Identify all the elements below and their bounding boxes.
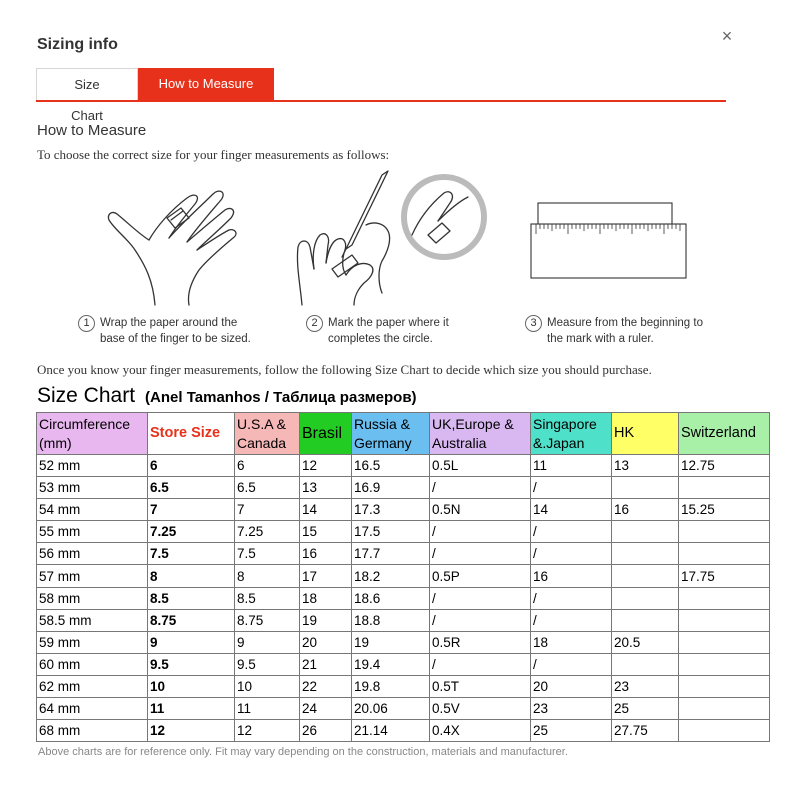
table-cell: 21.14 [352, 720, 430, 742]
table-cell: 23 [531, 698, 612, 720]
size-chart-subtitle: (Anel Tamanhos / Таблица размеров) [145, 389, 417, 406]
table-cell [612, 521, 679, 543]
table-cell: / [430, 609, 531, 631]
hand-wrap-illustration [105, 180, 255, 310]
table-cell: 9.5 [235, 653, 300, 675]
table-cell: 9.5 [148, 653, 235, 675]
table-header-row [37, 413, 770, 455]
table-cell: / [531, 543, 612, 565]
step-number: 2 [306, 315, 323, 332]
section-title: How to Measure [37, 122, 147, 139]
table-row [37, 653, 770, 675]
table-cell: 12 [235, 720, 300, 742]
table-cell: 60 mm [37, 653, 148, 675]
table-cell: 7 [148, 499, 235, 521]
table-cell: 14 [531, 499, 612, 521]
table-cell: / [430, 521, 531, 543]
table-cell: 10 [148, 675, 235, 697]
table-cell [679, 609, 770, 631]
table-cell: 25 [612, 698, 679, 720]
table-cell: 16.9 [352, 477, 430, 499]
intro-text: To choose the correct size for your finger measurements as follows: [37, 147, 390, 162]
table-cell [612, 609, 679, 631]
table-cell: 59 mm [37, 631, 148, 653]
table-row [37, 499, 770, 521]
table-cell: 7 [235, 499, 300, 521]
table-cell: / [430, 477, 531, 499]
column-header: Brasil [300, 413, 352, 455]
table-cell: 7.5 [235, 543, 300, 565]
table-cell [679, 587, 770, 609]
table-row [37, 565, 770, 587]
table-cell: 20.06 [352, 698, 430, 720]
table-cell: 68 mm [37, 720, 148, 742]
table-cell [679, 653, 770, 675]
table-cell: 18 [531, 631, 612, 653]
table-cell: 13 [612, 455, 679, 477]
table-cell: 16 [612, 499, 679, 521]
table-cell: 8 [148, 565, 235, 587]
tab-how-to-measure[interactable]: How to Measure [138, 68, 274, 101]
table-cell: 19 [352, 631, 430, 653]
table-cell: 17.7 [352, 543, 430, 565]
table-cell: 17.3 [352, 499, 430, 521]
table-cell: 22 [300, 675, 352, 697]
table-cell: 15 [300, 521, 352, 543]
table-cell: 9 [235, 631, 300, 653]
table-cell [679, 521, 770, 543]
table-cell: 13 [300, 477, 352, 499]
tab-underline [36, 100, 726, 102]
step-1 [78, 315, 251, 347]
table-cell: / [531, 521, 612, 543]
table-cell: 0.5V [430, 698, 531, 720]
table-cell: 6 [148, 455, 235, 477]
close-icon[interactable]: × [721, 26, 733, 46]
table-cell: 19 [300, 609, 352, 631]
column-header: Singapore &.Japan [531, 413, 612, 455]
table-cell [612, 653, 679, 675]
step-text: Wrap the paper around the base of the finger to be sized. [100, 317, 251, 345]
table-row [37, 631, 770, 653]
table-cell: 64 mm [37, 698, 148, 720]
table-cell: 12 [300, 455, 352, 477]
column-header: UK,Europe & Australia [430, 413, 531, 455]
table-cell: 17.75 [679, 565, 770, 587]
table-cell: 58.5 mm [37, 609, 148, 631]
table-cell: 8.5 [148, 587, 235, 609]
table-cell: / [531, 653, 612, 675]
table-cell: 19.4 [352, 653, 430, 675]
table-cell: 7.5 [148, 543, 235, 565]
table-cell: / [430, 653, 531, 675]
table-cell: 18.2 [352, 565, 430, 587]
tab-size-chart[interactable]: Size Chart [36, 68, 138, 101]
table-cell: 8.75 [148, 609, 235, 631]
table-cell: / [531, 609, 612, 631]
followup-text: Once you know your finger measurements, follow the following Size Chart to decide which size you should purchase. [37, 362, 652, 377]
table-cell: 0.4X [430, 720, 531, 742]
table-cell: 0.5R [430, 631, 531, 653]
table-cell: 8 [235, 565, 300, 587]
table-cell: 6.5 [148, 477, 235, 499]
table-cell: 14 [300, 499, 352, 521]
table-cell: 16 [531, 565, 612, 587]
table-cell: 0.5L [430, 455, 531, 477]
table-cell [679, 698, 770, 720]
table-cell: 18.6 [352, 587, 430, 609]
table-cell [612, 477, 679, 499]
table-cell: 26 [300, 720, 352, 742]
table-cell: 17.5 [352, 521, 430, 543]
table-cell: 6 [235, 455, 300, 477]
column-header: HK [612, 413, 679, 455]
table-cell: 54 mm [37, 499, 148, 521]
table-cell: 55 mm [37, 521, 148, 543]
table-cell: 56 mm [37, 543, 148, 565]
column-header: Circumference (mm) [37, 413, 148, 455]
step-text: Mark the paper where it completes the circle. [328, 317, 449, 345]
table-cell: 16.5 [352, 455, 430, 477]
table-cell [679, 720, 770, 742]
tab-bar [36, 68, 274, 123]
size-table [36, 412, 770, 742]
table-cell: 53 mm [37, 477, 148, 499]
table-cell: 58 mm [37, 587, 148, 609]
table-cell: 11 [235, 698, 300, 720]
table-cell: 18 [300, 587, 352, 609]
table-cell: / [531, 587, 612, 609]
table-cell: 62 mm [37, 675, 148, 697]
table-cell: 12.75 [679, 455, 770, 477]
table-cell: / [531, 477, 612, 499]
table-cell [612, 565, 679, 587]
table-cell: 16 [300, 543, 352, 565]
table-cell: 6.5 [235, 477, 300, 499]
table-cell: 0.5T [430, 675, 531, 697]
table-row [37, 720, 770, 742]
table-cell: 7.25 [235, 521, 300, 543]
table-row [37, 587, 770, 609]
table-row [37, 477, 770, 499]
size-chart-heading [37, 384, 417, 408]
table-cell: 25 [531, 720, 612, 742]
table-cell [612, 543, 679, 565]
column-header: Russia & Germany [352, 413, 430, 455]
table-cell: 18.8 [352, 609, 430, 631]
table-cell [612, 587, 679, 609]
table-row [37, 521, 770, 543]
table-row [37, 698, 770, 720]
table-cell: 52 mm [37, 455, 148, 477]
table-cell: 27.75 [612, 720, 679, 742]
table-cell: 17 [300, 565, 352, 587]
table-row [37, 609, 770, 631]
table-cell: 57 mm [37, 565, 148, 587]
table-row [37, 543, 770, 565]
table-cell: 0.5N [430, 499, 531, 521]
table-cell: / [430, 543, 531, 565]
table-cell: 24 [300, 698, 352, 720]
table-cell: 12 [148, 720, 235, 742]
table-cell [679, 675, 770, 697]
table-cell [679, 543, 770, 565]
table-cell: 20 [300, 631, 352, 653]
step-2 [306, 315, 449, 347]
table-cell: 20.5 [612, 631, 679, 653]
step-3 [525, 315, 703, 347]
table-cell: 9 [148, 631, 235, 653]
step-text: Measure from the beginning to the mark with a ruler. [547, 317, 703, 345]
size-chart-title: Size Chart [37, 384, 136, 407]
dialog-title: Sizing info [37, 36, 118, 53]
table-cell: 7.25 [148, 521, 235, 543]
table-cell: / [430, 587, 531, 609]
table-cell [679, 631, 770, 653]
hand-mark-illustration [292, 165, 492, 310]
table-cell: 23 [612, 675, 679, 697]
table-row [37, 675, 770, 697]
table-cell: 11 [531, 455, 612, 477]
table-cell: 19.8 [352, 675, 430, 697]
column-header: Store Size [148, 413, 235, 455]
table-cell: 8.75 [235, 609, 300, 631]
table-cell [679, 477, 770, 499]
table-row [37, 455, 770, 477]
table-cell: 20 [531, 675, 612, 697]
column-header: U.S.A & Canada [235, 413, 300, 455]
table-cell: 10 [235, 675, 300, 697]
footnote: Above charts are for reference only. Fit may vary depending on the construction, materials and manufacturer. [38, 746, 568, 758]
step-number: 3 [525, 315, 542, 332]
table-cell: 11 [148, 698, 235, 720]
table-cell: 8.5 [235, 587, 300, 609]
ruler-illustration [528, 200, 690, 280]
table-cell: 21 [300, 653, 352, 675]
table-cell: 0.5P [430, 565, 531, 587]
column-header: Switzerland [679, 413, 770, 455]
step-number: 1 [78, 315, 95, 332]
table-cell: 15.25 [679, 499, 770, 521]
